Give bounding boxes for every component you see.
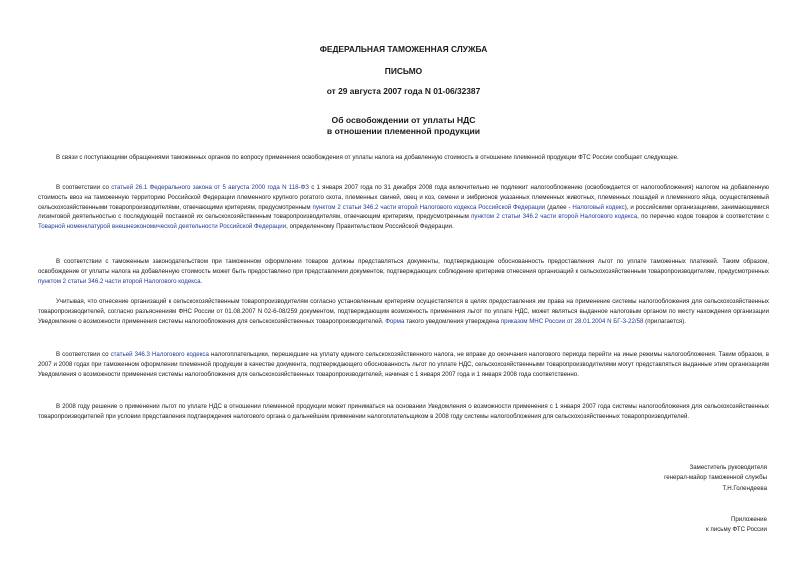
appendix-block bbox=[706, 515, 767, 536]
link-notification-form[interactable]: Форма bbox=[385, 317, 405, 325]
signature-position: Заместитель руководителя bbox=[689, 464, 767, 471]
link-tax-code[interactable]: Налоговый кодекс bbox=[572, 203, 625, 211]
paragraph-2-text: ), и российскими организациями, занимающимися лизинговой деятельностью с последующей поставкой их сельскохозяйственным товаропроизводителям, отвечающим критериям, предусмотренным bbox=[38, 203, 769, 221]
paragraph-4-text: такого уведомления утверждена bbox=[404, 317, 501, 325]
paragraph-4-text: (прилагается). bbox=[643, 317, 686, 325]
document-date-number: от 29 августа 2007 года N 01-06/32387 bbox=[326, 86, 481, 96]
appendix-reference: к письму ФТС России bbox=[706, 526, 767, 534]
paragraph-3 bbox=[38, 257, 769, 286]
appendix-label: Приложение bbox=[730, 516, 767, 523]
paragraph-2-text: , определенному Правительством Российской Федерации. bbox=[286, 223, 454, 231]
paragraph-1: В связи с поступающими обращениями таможенных органов по вопросу применения освобождения от уплаты налога на добавленную стоимость в отношении племенной продукции ФТС России сообщает следующее. bbox=[56, 154, 679, 161]
link-mns-order[interactable]: приказом МНС России от 28.01.2004 N БГ-3-22/58 bbox=[500, 317, 644, 325]
paragraph-6: В 2008 году решение о применении льгот по уплате НДС в отношении племенной продукции может приниматься на основании Уведомления о возможности применения с 1 января 2007 года системы налогообложения для сельскохозяйственных товаропроизводителей при условии представления подтверждения налогового органа о дальнейшем применении налогоплательщиком в 2008 году системы налогообложения для сельскохозяйственных товаропроизводителей. bbox=[38, 403, 769, 420]
signature-block bbox=[664, 463, 767, 494]
paragraph-2-text: В соответствии со bbox=[56, 184, 112, 191]
link-tax-code-art-346-2[interactable]: пунктом 2 статьи 346.2 части второй Налогового кодекса bbox=[38, 277, 201, 285]
paragraph-5-text: В соответствии со bbox=[56, 351, 111, 358]
paragraph-5 bbox=[38, 350, 769, 379]
subject-line-1: Об освобождении от уплаты НДС bbox=[331, 115, 476, 125]
link-tax-code-art-346-2[interactable]: пунктом 2 статьи 346.2 части второй Налогового кодекса bbox=[471, 213, 638, 221]
paragraph-2-text: , по перечню кодов товаров в соответствии с bbox=[637, 213, 769, 221]
paragraph-3-text: . bbox=[200, 277, 203, 285]
link-tn-ved[interactable]: Товарной номенклатурой внешнеэкономической деятельности Российской Федерации bbox=[38, 223, 287, 231]
link-tax-code-art-346-3[interactable]: статьей 346.3 Налогового кодекса bbox=[110, 351, 209, 358]
paragraph-3-text: В соответствии с таможенным законодательством при таможенном оформлении товаров должны представляться документы, подтверждающие обоснованность предоставления льгот по уплате таможенных платежей. Таким образом, освобождение от уплаты налога на добавленную стоимость может быть предоставлено при представлении документов, подтверждающих соблюдение критериев отнесения организаций к сельскохозяйственным товаропроизводителям, предусмотренных bbox=[38, 258, 769, 275]
paragraph-5-text: налогоплательщики, перешедшие на уплату единого сельскохозяйственного налога, не вправе до окончания налогового периода перейти на иные режимы налогообложения. Таким образом, в 2007 и 2008 годах при таможенном оформлении племенной продукции в качестве документа, подтверждающего обоснованность льгот по уплате НДС, сельскохозяйственными товаропроизводителями могут представляться выданные этим организациям Уведомления о возможности применения системы налогообложения для сельскохозяйственных товаропроизводителей, начиная с 1 января 2007 года и 1 января 2008 года соответственно. bbox=[38, 351, 769, 378]
signature-name: Т.Н.Голендеева bbox=[722, 484, 767, 492]
signature-rank: генерал-майор таможенной службы bbox=[664, 474, 767, 482]
paragraph-2-text: с 1 января 2007 года по 31 декабря 2008 года включительно не подлежит налогообложению (освобождается от налогообложения) налогом на добавленную стоимость ввоз на таможенную территорию Российской Федерации племенного крупного рогатого скота, племенных свиней, овец и коз, семени и эмбрионов указанных племенных животных, племенных лошадей и племенного яйца, осуществляемый сельскохозяйственными товаропроизводителями, отвечающими критериям, предусмотренным bbox=[38, 184, 770, 211]
document-type: ПИСЬМО bbox=[384, 66, 423, 76]
link-tax-code-art-346-2[interactable]: пунктом 2 статьи 346.2 части второй Налогового кодекса Российской Федерации bbox=[312, 203, 546, 211]
paragraph-2-text: (далее - bbox=[545, 203, 573, 211]
paragraph-4-text: Учитывая, что отнесение организаций к сельскохозяйственным товаропроизводителям согласно установленным критериям осуществляется в целях предоставления им права на применение системы налогообложения для сельскохозяйственных товаропроизводителей, согласно разъяснениям ФНС России от 01.08.2007 N 02-6-08/259 документом, подтверждающим возможность применения льгот по уплате НДС, может являться выданное налоговым органом по месту нахождения организации Уведомление о возможности применения системы налогообложения для сельскохозяйственных товаропроизводителей. bbox=[38, 298, 769, 325]
paragraph-2 bbox=[38, 183, 769, 232]
agency-name: ФЕДЕРАЛЬНАЯ ТАМОЖЕННАЯ СЛУЖБА bbox=[319, 44, 488, 54]
link-law-118fz-art-26-1[interactable]: статьей 26.1 Федерального закона от 5 августа 2000 года N 118-ФЗ bbox=[111, 184, 309, 191]
paragraph-4 bbox=[38, 297, 769, 326]
subject-line-2: в отношении племенной продукции bbox=[326, 126, 481, 136]
